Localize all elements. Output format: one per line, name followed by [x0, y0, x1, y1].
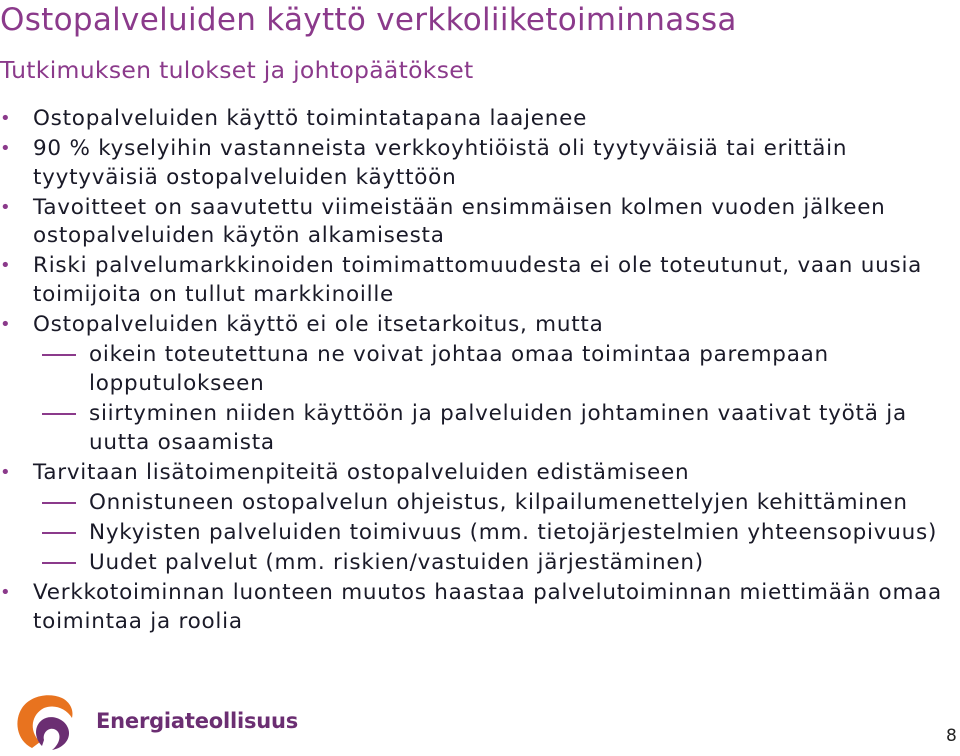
bullet-list	[0, 105, 960, 638]
sub-bullet-text: siirtyminen niiden käyttöön ja palveluiden johtaminen vaativat työtä ja uutta osaamista	[89, 400, 907, 455]
bullet-text: Ostopalveluiden käyttö toimintatapana laajenee	[33, 106, 588, 131]
bullet-text: Riski palvelumarkkinoiden toimimattomuudesta ei ole toteutunut, vaan uusia toimijoita on tullut markkinoille	[33, 253, 923, 308]
bullet-dot-icon: •	[0, 138, 12, 160]
bullet-dot-icon: •	[0, 461, 12, 483]
sub-bullet-item	[0, 341, 960, 398]
bullet-text: Tavoitteet on saavutettu viimeistään ensimmäisen kolmen vuoden jälkeen ostopalveluiden käytön alkamisesta	[33, 194, 886, 249]
bullet-dot-icon: •	[0, 582, 12, 603]
bullet-item	[0, 311, 960, 340]
dash-icon	[42, 502, 76, 504]
bullet-item	[0, 194, 960, 251]
sub-bullet-text: oikein toteutettuna ne voivat johtaa omaa toimintaa parempaan lopputulokseen	[89, 342, 829, 396]
dash-icon	[42, 562, 76, 564]
bullet-item	[0, 135, 960, 192]
page-number: 8	[946, 726, 957, 746]
sub-bullet-item	[0, 489, 960, 518]
bullet-dot-icon: •	[0, 314, 12, 336]
dash-icon	[42, 413, 76, 415]
bullet-item	[0, 105, 960, 134]
bullet-text: Tarvitaan lisätoimenpiteitä ostopalveluiden edistämiseen	[33, 459, 690, 485]
brand-name: Energiateollisuus	[96, 709, 299, 733]
energiateollisuus-logo-icon	[12, 690, 82, 752]
slide-title: Ostopalveluiden käyttö verkkoliiketoiminnassa	[0, 2, 737, 38]
bullet-text: Ostopalveluiden käyttö ei ole itsetarkoitus, mutta	[33, 312, 604, 338]
sub-bullet-text: Onnistuneen ostopalvelun ohjeistus, kilpailumenettelyjen kehittäminen	[89, 489, 908, 515]
sub-bullet-text: Uudet palvelut (mm. riskien/vastuiden järjestäminen)	[89, 549, 704, 575]
slide-subtitle: Tutkimuksen tulokset ja johtopäätökset	[0, 56, 474, 84]
bullet-text: Verkkotoiminnan luonteen muutos haastaa palvelutoiminnan miettimään omaa toimintaa ja roolia	[33, 580, 942, 634]
dash-icon	[42, 354, 76, 356]
dash-icon	[42, 532, 76, 534]
sub-bullet-item	[0, 519, 960, 548]
bullet-item	[0, 579, 960, 636]
bullet-item	[0, 459, 960, 488]
bullet-text: 90 % kyselyihin vastanneista verkkoyhtiöistä oli tyytyväisiä tai erittäin tyytyväisiä ostopalveluiden käyttöön	[33, 136, 848, 190]
sub-bullet-text: Nykyisten palveluiden toimivuus (mm. tietojärjestelmien yhteensopivuus)	[89, 519, 938, 545]
sub-bullet-item	[0, 400, 960, 457]
bullet-dot-icon: •	[0, 255, 12, 277]
bullet-item	[0, 252, 960, 309]
bullet-dot-icon: •	[0, 108, 12, 129]
sub-bullet-item	[0, 549, 960, 578]
bullet-dot-icon: •	[0, 196, 12, 218]
